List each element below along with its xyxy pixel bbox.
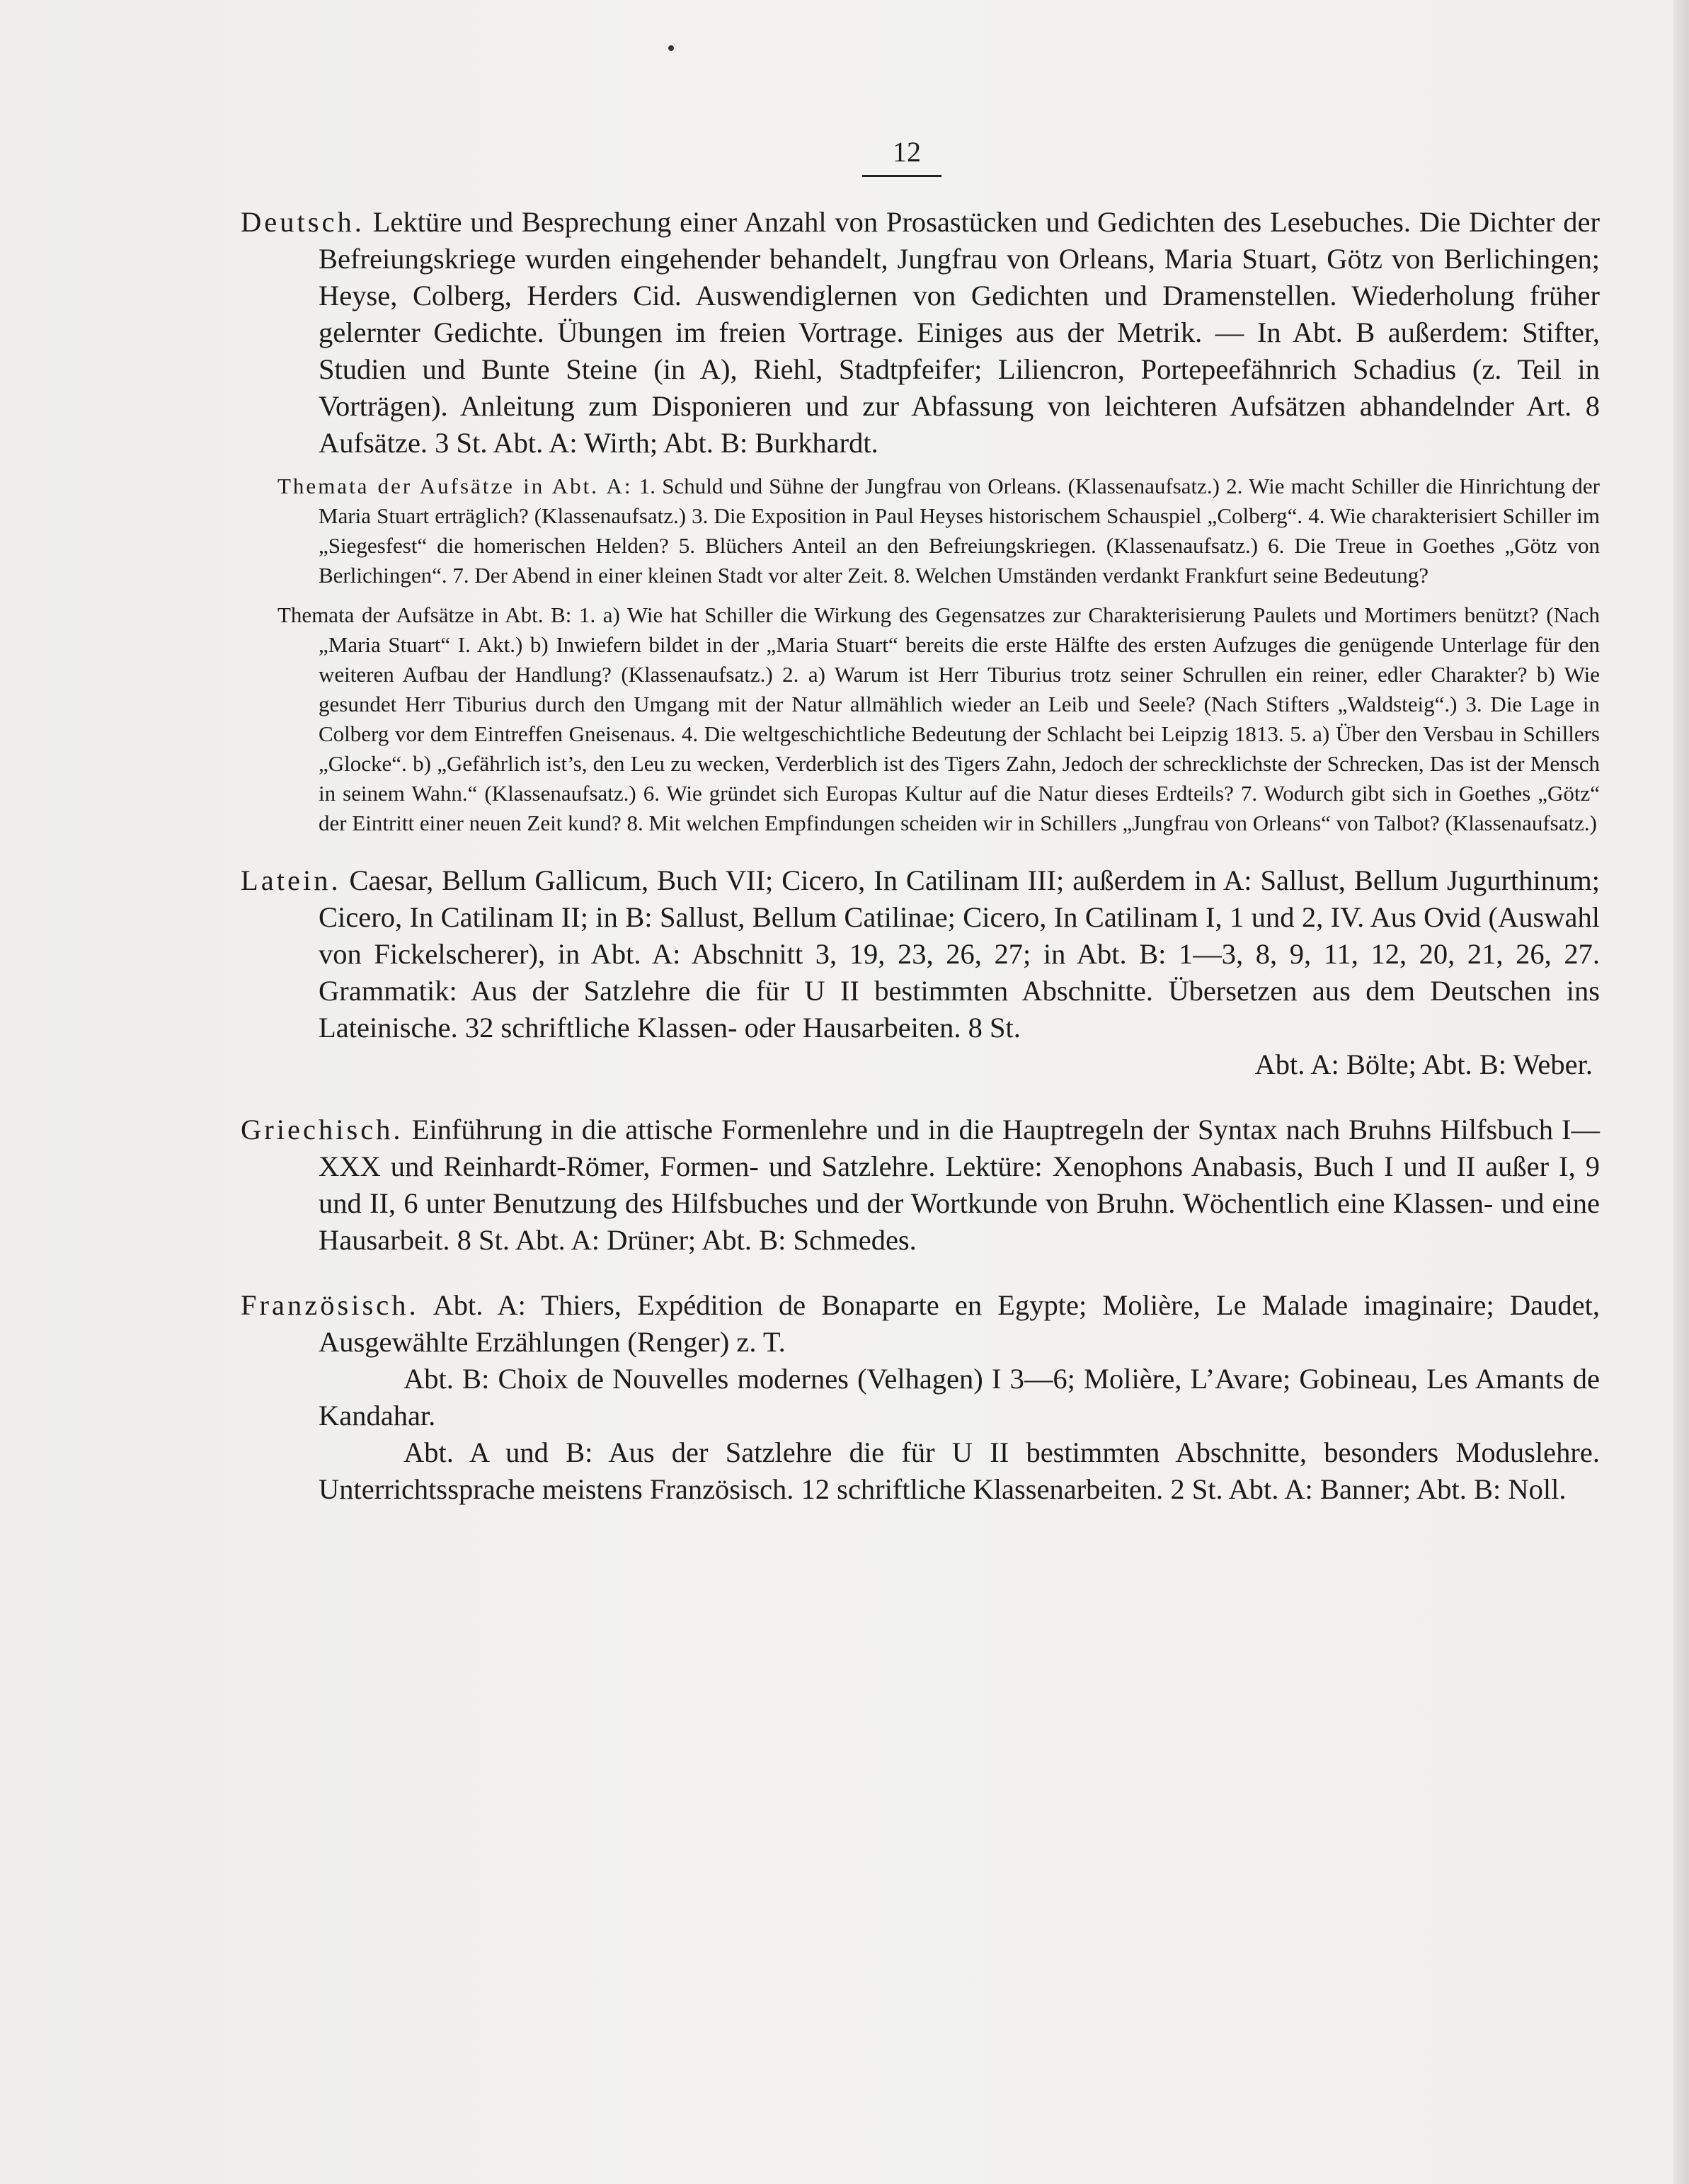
section-latein	[241, 862, 1600, 1083]
page-edge	[1673, 0, 1689, 2184]
griechisch-text: Einführung in die attische Formenlehre und in die Hauptregeln der Syntax nach Bruhns Hilfsbuch I—XXX und Reinhardt-Römer, Formen- und Satzlehre. Lektüre: Xenophons Anabasis, Buch I und II außer I, 9 und II, 6 unter Benutzung des Hilfsbuches und der Wortkunde von Bruhn. Wöchentlich eine Klassen- und eine Hausarbeit. 8 St. Abt. A: Drüner; Abt. B: Schmedes.	[319, 1114, 1601, 1256]
franzoesisch-paragraph-a	[241, 1287, 1600, 1361]
latein-heading: Latein.	[241, 864, 341, 896]
deutsch-themata-b	[241, 600, 1600, 838]
themata-a-text: 1. Schuld und Sühne der Jungfrau von Orleans. (Klassenaufsatz.) 2. Wie macht Schiller die Hinrichtung der Maria Stuart erträglich? (Klassenaufsatz.) 3. Die Exposition in Paul Heyses historischem Schauspiel „Colberg“. 4. Wie charakterisiert Schiller im „Siegesfest“ die homerischen Helden? 5. Blüchers Anteil an den Befreiungskriegen. (Klassenaufsatz.) 6. Die Treue in Goethes „Götz von Berlichingen“. 7. Der Abend in einer kleinen Stadt vor alter Zeit. 8. Welchen Umständen verdankt Frankfurt seine Bedeutung?	[319, 474, 1601, 588]
page-content	[241, 204, 1600, 1508]
franzoesisch-paragraph-ab: Abt. A und B: Aus der Satzlehre die für U II bestimmten Abschnitte, besonders Moduslehre. Unterrichtssprache meistens Französisch. 12 schriftliche Klassenarbeiten. 2 St. Abt. A: Banner; Abt. B: Noll.	[319, 1436, 1600, 1505]
speck-mark	[668, 45, 674, 51]
griechisch-paragraph	[241, 1111, 1600, 1259]
latein-teachers: Abt. A: Bölte; Abt. B: Weber.	[1254, 1048, 1593, 1080]
deutsch-themata-a	[241, 471, 1600, 590]
themata-b-lead: Themata der Aufsätze in Abt. B:	[277, 602, 572, 627]
themata-a-lead: Themata der Aufsätze in Abt. A:	[277, 474, 633, 498]
section-griechisch	[241, 1111, 1600, 1259]
page-number: 12	[893, 136, 921, 168]
deutsch-paragraph	[241, 204, 1600, 462]
deutsch-text: Lektüre und Besprechung einer Anzahl von Prosastücken und Gedichten des Lesebuches. Die Dichter der Befreiungskriege wurden eingehender behandelt, Jungfrau von Orleans, Maria Stuart, Götz von Berlichingen; Heyse, Colberg, Herders Cid. Auswendiglernen von Gedichten und Dramenstellen. Wiederholung früher gelernter Gedichte. Übungen im freien Vortrage. Einiges aus der Metrik. — In Abt. B außerdem: Stifter, Studien und Bunte Steine (in A), Riehl, Stadtpfeifer; Liliencron, Portepeefähnrich Schadius (z. Teil in Vorträgen). Anleitung zum Disponieren und zur Abfassung von leichteren Aufsätzen abhandelnder Art. 8 Aufsätze. 3 St. Abt. A: Wirth; Abt. B: Burkhardt.	[319, 206, 1601, 459]
themata-b-text: 1. a) Wie hat Schiller die Wirkung des Gegensatzes zur Charakterisierung Paulets und Mortimers benützt? (Nach „Maria Stuart“ I. Akt.) b) Inwiefern bildet in der „Maria Stuart“ bereits die erste Hälfte des ersten Aufzuges die genügende Unterlage für den weiteren Aufbau der Handlung? (Klassenaufsatz.) 2. a) Warum ist Herr Tiburius trotz seiner Schrullen ein reiner, edler Charakter? b) Wie gesundet Herr Tiburius durch den Umgang mit der Natur allmählich wieder an Leib und Seele? (Nach Stifters „Waldsteig“.) 3. Die Lage in Colberg vor dem Eintreffen Gneisenaus. 4. Die weltgeschichtliche Bedeutung der Schlacht bei Leipzig 1813. 5. a) Über den Versbau in Schillers „Glocke“. b) „Gefährlich ist’s, den Leu zu wecken, Verderblich ist des Tigers Zahn, Jedoch der schrecklichste der Schrecken, Das ist der Mensch in seinem Wahn.“ (Klassenaufsatz.) 6. Wie gründet sich Europas Kultur auf die Natur dieses Erdteils? 7. Wodurch gibt sich in Goethes „Götz“ der Eintritt einer neuen Zeit kund? 8. Mit welchen Empfindungen scheiden wir in Schillers „Jungfrau von Orleans“ von Talbot? (Klassenaufsatz.)	[319, 602, 1601, 835]
griechisch-heading: Griechisch.	[241, 1114, 403, 1145]
deutsch-heading: Deutsch.	[241, 206, 365, 238]
section-deutsch	[241, 204, 1600, 838]
franzoesisch-heading: Französisch.	[241, 1289, 419, 1321]
page-number-underline	[862, 175, 941, 177]
latein-text: Caesar, Bellum Gallicum, Buch VII; Cicero, In Catilinam III; außerdem in A: Sallust, Bellum Jugurthinum; Cicero, In Catilinam II; in B: Sallust, Bellum Catilinae; Cicero, In Catilinam I, 1 und 2, IV. Aus Ovid (Auswahl von Fickelscherer), in Abt. A: Abschnitt 3, 19, 23, 26, 27; in Abt. B: 1—3, 8, 9, 11, 12, 20, 21, 26, 27. Grammatik: Aus der Satzlehre die für U II bestimmten Abschnitte. Übersetzen aus dem Deutschen ins Lateinische. 32 schriftliche Klassen- oder Hausarbeiten. 8 St.	[319, 864, 1601, 1044]
franzoesisch-text-a: Abt. A: Thiers, Expédition de Bonaparte en Egypte; Molière, Le Malade imaginaire; Daudet, Ausgewählte Erzählungen (Renger) z. T.	[319, 1289, 1601, 1358]
section-franzoesisch	[241, 1287, 1600, 1508]
franzoesisch-paragraph-b: Abt. B: Choix de Nouvelles modernes (Velhagen) I 3—6; Molière, L’Avare; Gobineau, Les Amants de Kandahar.	[319, 1363, 1600, 1431]
latein-paragraph	[241, 862, 1600, 1046]
